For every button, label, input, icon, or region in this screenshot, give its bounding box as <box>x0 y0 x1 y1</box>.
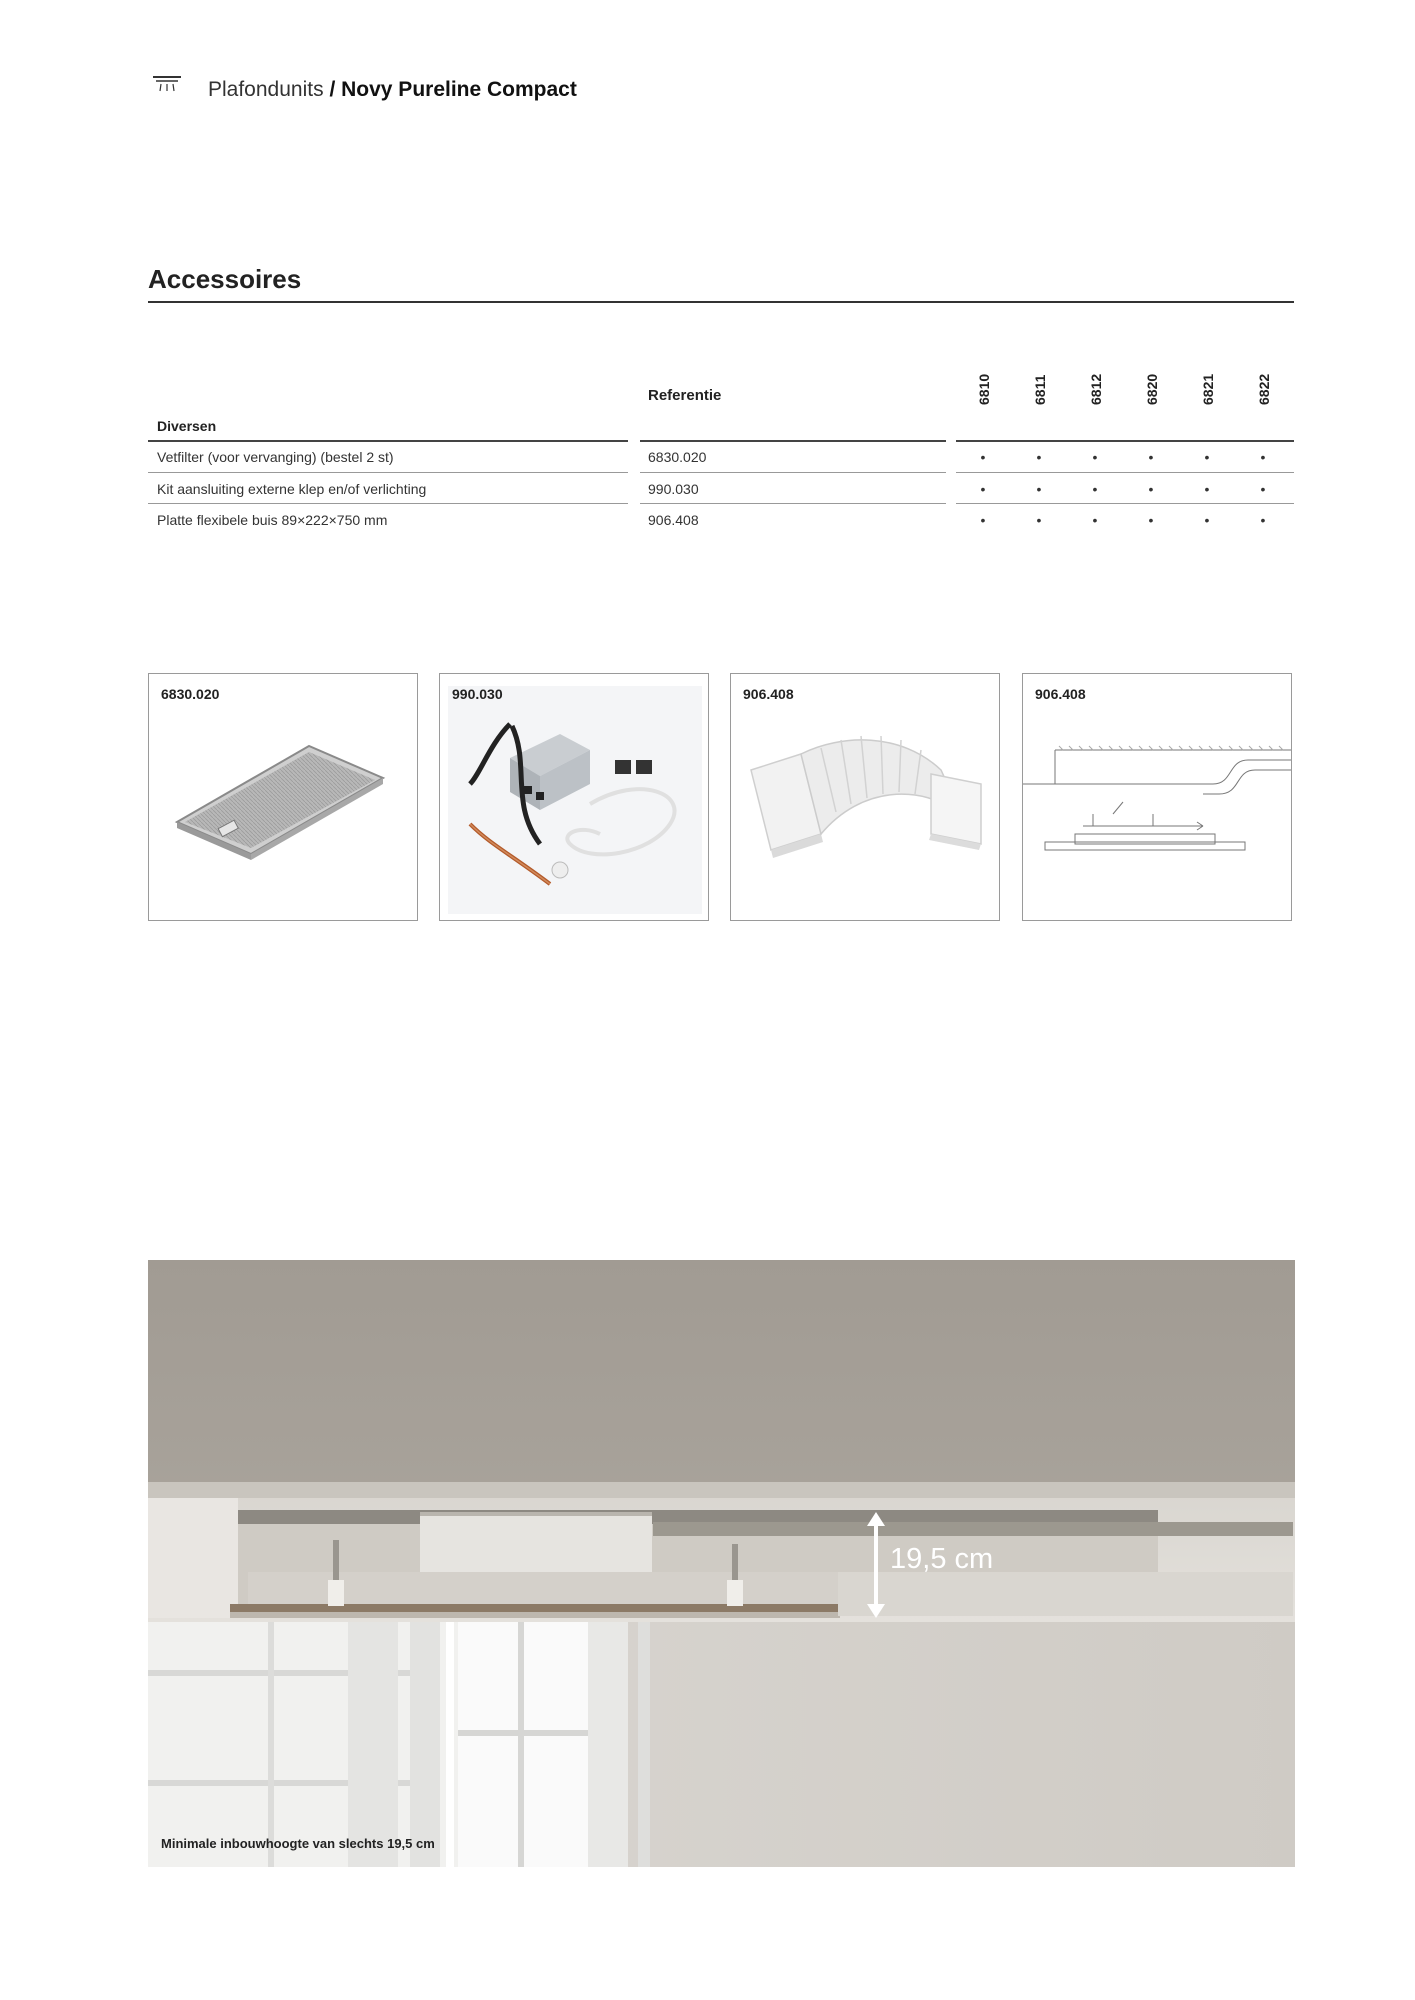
table-header-rule <box>640 440 946 442</box>
row-rule <box>148 503 628 504</box>
availability-mark: • <box>980 449 986 465</box>
availability-mark: • <box>1260 481 1266 497</box>
thumbnail-ref: 6830.020 <box>161 686 220 702</box>
availability-mark: • <box>1204 449 1210 465</box>
dimension-label: 19,5 cm <box>890 1543 994 1575</box>
availability-mark: • <box>1036 481 1042 497</box>
thumbnail-flexible-duct <box>730 673 1000 921</box>
group-label: Diversen <box>157 418 217 434</box>
breadcrumb-separator: / <box>329 78 336 101</box>
row-reference: 6830.020 <box>648 449 707 465</box>
thumbnail-installation-drawing <box>1022 673 1292 921</box>
table-header-rule <box>956 440 1294 442</box>
section-title: Accessoires <box>148 264 302 294</box>
row-description: Kit aansluiting externe klep en/of verlichting <box>157 481 427 497</box>
grease-filter-image <box>149 674 418 921</box>
ceiling-hood-icon <box>152 74 182 94</box>
availability-mark: • <box>980 512 986 528</box>
installation-drawing-image <box>1023 674 1292 921</box>
breadcrumb-product: Novy Pureline Compact <box>341 78 577 101</box>
availability-mark: • <box>1148 512 1154 528</box>
availability-mark: • <box>1260 449 1266 465</box>
table-header-rule <box>148 440 628 442</box>
breadcrumb-category: Plafondunits <box>208 78 324 101</box>
availability-mark: • <box>1092 481 1098 497</box>
connection-kit-image <box>440 674 709 921</box>
thumbnail-ref: 990.030 <box>452 686 503 702</box>
row-description: Platte flexibele buis 89×222×750 mm <box>157 512 388 528</box>
reference-column-header: Referentie <box>648 387 722 404</box>
thumbnail-grease-filter <box>148 673 418 921</box>
row-rule <box>640 472 946 473</box>
row-rule <box>956 472 1294 473</box>
availability-mark: • <box>980 481 986 497</box>
availability-mark: • <box>1036 449 1042 465</box>
row-reference: 990.030 <box>648 481 699 497</box>
availability-mark: • <box>1204 512 1210 528</box>
section-divider <box>148 301 1294 303</box>
availability-mark: • <box>1092 512 1098 528</box>
availability-mark: • <box>1092 449 1098 465</box>
availability-mark: • <box>1260 512 1266 528</box>
thumbnail-ref: 906.408 <box>743 686 794 702</box>
row-rule <box>148 472 628 473</box>
flexible-duct-image <box>731 674 1000 921</box>
row-reference: 906.408 <box>648 512 699 528</box>
breadcrumb <box>208 78 577 102</box>
photo-caption: Minimale inbouwhoogte van slechts 19,5 cm <box>161 1836 435 1851</box>
row-rule <box>640 503 946 504</box>
row-rule <box>956 503 1294 504</box>
availability-mark: • <box>1204 481 1210 497</box>
installation-photo <box>148 1260 1295 1867</box>
availability-mark: • <box>1148 481 1154 497</box>
availability-mark: • <box>1148 449 1154 465</box>
availability-mark: • <box>1036 512 1042 528</box>
row-description: Vetfilter (voor vervanging) (bestel 2 st) <box>157 449 394 465</box>
thumbnail-ref: 906.408 <box>1035 686 1086 702</box>
thumbnail-connection-kit <box>439 673 709 921</box>
